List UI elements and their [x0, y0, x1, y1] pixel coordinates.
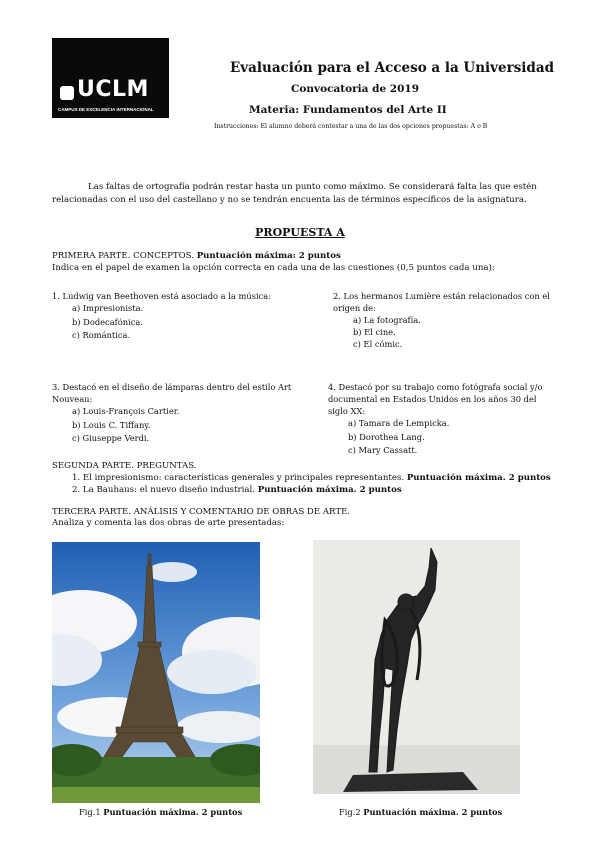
uclm-logo	[52, 38, 169, 118]
figure-1-image	[52, 542, 260, 803]
question-text: 1. Ludwig van Beethoven está asociado a la música:	[52, 291, 272, 301]
option: a) Louis-François Cartier.	[72, 406, 180, 416]
part1-instructions: Indica en el papel de examen la opción correcta en cada una de las cuestiones (0,5 puntos cada una):	[52, 263, 495, 273]
item-text: 2. La Bauhaus: el nuevo diseño industrial.	[72, 485, 256, 495]
question-4	[328, 381, 558, 458]
option: b) El cine.	[353, 327, 396, 337]
figure-label: Fig.2	[339, 807, 361, 817]
instructions: Instrucciones: El alumno deberá contestar a una de las dos opciones propuestas: A o B	[214, 123, 488, 130]
question-text: 2. Los hermanos Lumière están relacionados con el origen de:	[333, 291, 550, 313]
question-3	[52, 381, 297, 446]
logo-subtitle: CAMPUS DE EXCELENCIA INTERNACIONAL	[58, 107, 154, 112]
proposal-title: PROPUESTA A	[255, 226, 345, 239]
item-text: 1. El impresionismo: características generales y principales representantes.	[72, 473, 405, 483]
part1-title: PRIMERA PARTE. CONCEPTOS.	[52, 251, 194, 261]
exam-title: Evaluación para el Acceso a la Universidad	[230, 60, 555, 76]
subject: Materia: Fundamentos del Arte II	[249, 104, 447, 116]
part3-instructions: Analiza y comenta las dos obras de arte presentadas:	[52, 518, 285, 528]
option: a) La fotografía.	[353, 315, 421, 325]
question-text: 4. Destacó por su trabajo como fotógrafa social y/o documental en Estados Unidos en los años 30 del siglo XX:	[328, 382, 543, 416]
logo-text: UCLM	[77, 77, 149, 102]
part1-heading	[52, 250, 341, 262]
intro-paragraph: Las faltas de ortografía podrán restar hasta un punto como máximo. Se considerará falta las que estén relacionadas con el uso del castellano y no se tendrán encuenta las de términos específicos de la asignatura.	[52, 182, 537, 205]
item-score: Puntuación máxima. 2 puntos	[257, 485, 402, 495]
part3-title: TERCERA PARTE. ANÁLISIS Y COMENTARIO DE OBRAS DE ARTE.	[52, 507, 351, 517]
option: b) Dodecafónica.	[72, 316, 143, 327]
part2-item-1	[72, 472, 551, 484]
option: b) Dorothea Lang.	[348, 431, 425, 442]
item-score: Puntuación máxima. 2 puntos	[406, 473, 551, 483]
option: c) Romántica.	[72, 330, 131, 340]
figure-score: Puntuación máxima. 2 puntos	[103, 807, 243, 817]
question-text: 3. Destacó en el diseño de lámparas dentro del estilo Art Nouveau:	[52, 382, 292, 404]
option: c) Giuseppe Verdi.	[72, 433, 150, 443]
option: c) El cómic.	[353, 339, 403, 349]
part1-score: Puntuación máxima: 2 puntos	[196, 251, 341, 261]
figure-2-caption	[339, 807, 502, 817]
logo-emblem-icon	[60, 86, 74, 100]
part2-item-2	[72, 484, 402, 496]
convocatoria: Convocatoria de 2019	[291, 83, 420, 95]
part2-title: SEGUNDA PARTE. PREGUNTAS.	[52, 461, 197, 471]
option: a) Impresionista.	[72, 303, 144, 313]
option: a) Tamara de Lempicka.	[348, 418, 450, 428]
question-1	[52, 290, 312, 343]
option: b) Louis C. Tiffany.	[72, 419, 151, 430]
figure-2-image	[313, 540, 520, 794]
figure-1-caption	[79, 807, 242, 817]
figure-score: Puntuación máxima. 2 puntos	[363, 807, 503, 817]
option: c) Mary Cassatt.	[348, 445, 418, 455]
figure-label: Fig.1	[79, 807, 101, 817]
question-2	[333, 290, 569, 350]
